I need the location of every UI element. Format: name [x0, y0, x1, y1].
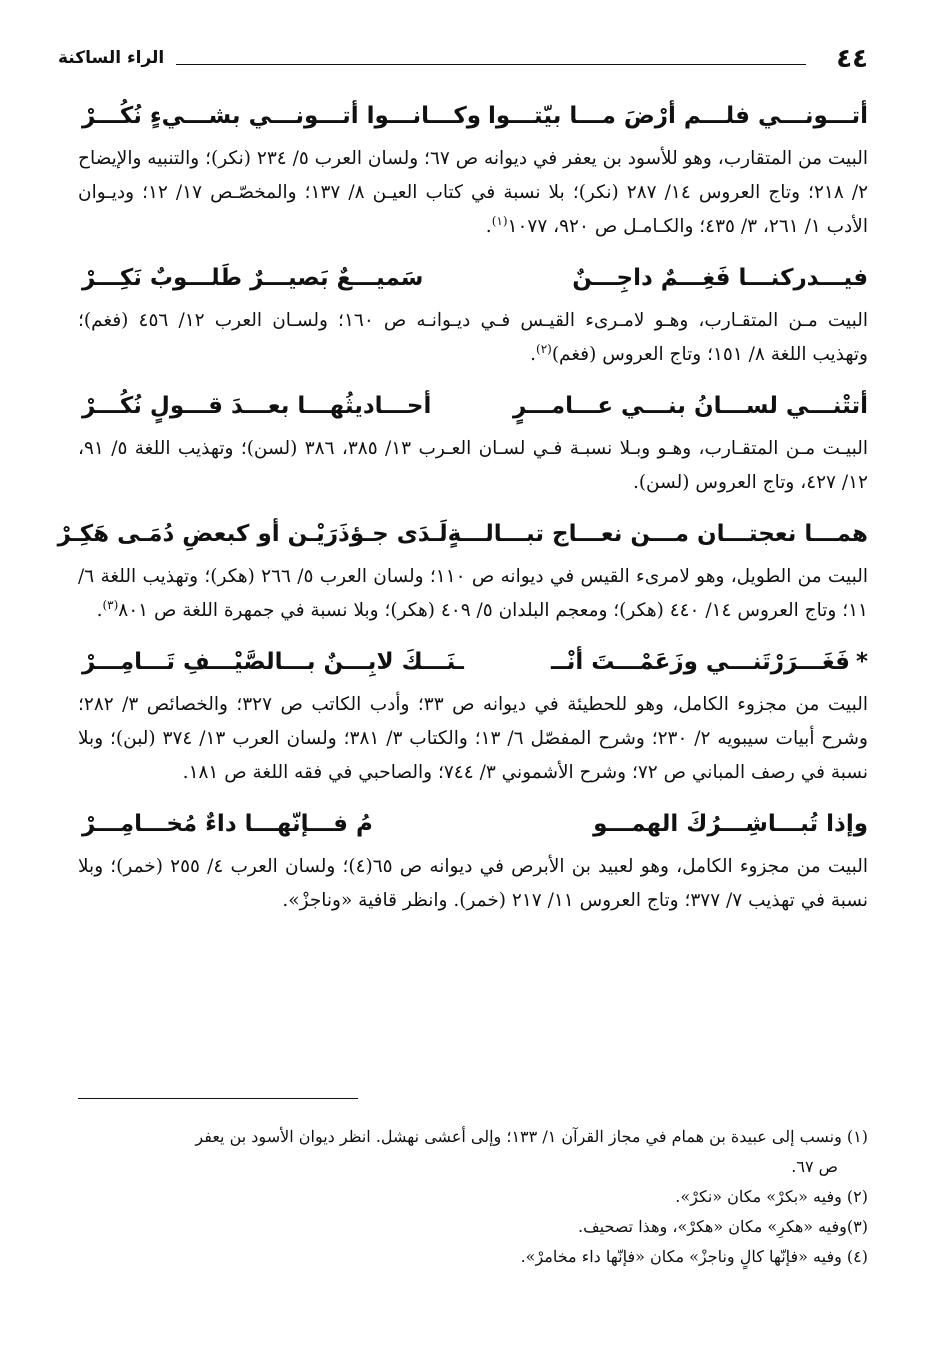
verse-line	[78, 802, 868, 848]
second-hemistich: وكـــانـــوا أتـــونـــي بشـــيءٍ نُكُـــرْ	[82, 103, 482, 129]
citation-body: البيت من مجزوء الكامل، وهو لعبيد بن الأبرص في ديوانه ص ٦٥(٤)؛ ولسان العرب ٤/ ٢٥٥ (خمر)؛ وبلا نسبة في تهذيب ٧/ ٣٧٧؛ وتاج العروس ١١/ ٢١٧ (خمر). وانظر قافية «وناجزْ».	[78, 856, 868, 911]
verse-entry-5	[78, 640, 868, 790]
footnote-3: (٣)وفيه «هكرِ» مكان «هكرْ»، وهذا تصحيف.	[578, 1217, 868, 1236]
verse-line	[78, 256, 868, 302]
citation-body: البيت من المتقارب، وهو للأسود بن يعفر في ديوانه ص ٦٧؛ ولسان العرب ٥/ ٢٣٤ (نكر)؛ والتنبيه والإيضاح ٢/ ٢١٨؛ وتاج العروس ١٤/ ٢٨٧ (نكر)؛ بلا نسبة في كتاب العيـن ٨/ ١٣٧؛ والمخصّـص ١٧/ ١٢؛ وديـوان الأدب ١/ ٢٦١، ٣/ ٤٣٥؛ والكـامـل ص ٩٢٠، ١٠٧٧	[78, 148, 869, 237]
verse-line	[78, 384, 868, 430]
citation-text	[78, 850, 868, 918]
footnote-list	[78, 1122, 868, 1272]
star-marker: *	[855, 649, 868, 675]
main-content	[57, 94, 869, 930]
first-hemistich: همـــا نعجتـــان مـــن نعـــاج تبـــالـــةٍ	[447, 521, 868, 547]
header-rule	[176, 64, 806, 65]
first-hemistich	[551, 640, 868, 686]
verse-entry-2	[78, 256, 868, 372]
citation-text: البيت من المتقارب، وهو للأسود بن يعفر في ديوانه ص ٦٧؛ ولسان العرب ٥/ ٢٣٤ (نكر)؛ والتنبيه والإيضاح ٢/ ٢١٨؛ وتاج العروس ١٤/ ٢٨٧ (نكر)؛ بلا نسبة في كتاب العيـن ٨/ ١٣٧؛ والمخصّـص ١٧/ ١٢؛ وديـوان الأدب ١/ ٢٦١، ٣/ ٤٣٥؛ والكـامـل ص ٩٢٠، ١٠٧٧$^{(١)}$.	[78, 148, 869, 237]
verse-line	[78, 94, 868, 140]
verse-entry-3	[78, 384, 868, 500]
page-header	[58, 44, 868, 78]
running-title: الراء الساكنة	[58, 48, 165, 68]
footnote-2: (٢) وفيه «بكرْ» مكان «نكرْ».	[675, 1187, 868, 1206]
footnote-rule	[78, 1098, 358, 1099]
first-hemistich: فيـــدركنـــا فَغِـــمٌ داجِـــنٌ	[572, 265, 868, 291]
second-hemistich: مُ فـــإنّهـــا داءٌ مُخـــامِـــرْ	[82, 811, 373, 837]
second-hemistich: أحـــاديثُهـــا بعـــدَ قـــولٍ نُكُـــرْ	[82, 393, 432, 419]
verse-entry-4	[57, 512, 868, 628]
verse-entry-6	[78, 802, 868, 918]
footnote-1: (١) ونسب إلى عبيدة بن همام في مجاز القرآن ١/ ١٣٣؛ وإلى أعشى نهشل. انظر ديوان الأسود بن يعفر	[195, 1127, 868, 1146]
second-hemistich: ـنَـــكَ لابِـــنٌ بـــالصَّيْـــفِ تَـــامِـــرْ	[82, 649, 464, 675]
verse-entry-1	[78, 94, 868, 244]
verse-line	[57, 512, 868, 558]
citation-body: البيت من مجزوء الكامل، وهو للحطيئة في ديوانه ص ٣٣؛ وأدب الكاتب ص ٣٢٧؛ والخصائص ٣/ ٢٨٢؛ وشرح أبيات سيبويه ٢/ ٢٣٠؛ وشرح المفصّل ٦/ ١٣؛ والكتاب ٣/ ٣٨١؛ ولسان العرب ١٣/ ٣٧٤ (لبن)؛ وبلا نسبة في رصف المباني ص ٧٢؛ وشرح الأشموني ٣/ ٧٤٤؛ والصاحبي في فقه اللغة ص ١٨١.	[78, 694, 868, 783]
first-hemistich: أتـــونـــي فلـــم أرْضَ مـــا بيّتـــوا	[488, 103, 868, 129]
citation-text	[78, 688, 868, 790]
verse-line	[78, 640, 868, 686]
footnote-ref: (١)	[491, 213, 508, 228]
footnote-ref: (٢)	[536, 341, 552, 356]
second-hemistich: سَميـــعٌ بَصيـــرٌ طَلـــوبٌ نَكِـــرْ	[82, 265, 424, 291]
citation-body: البيت مـن المتقـارب، وهـو لامـرىء القيـس فـي ديـوانـه ص ١٦٠؛ ولسـان العرب ١٢/ ٤٥٦ (فغم)؛ وتهذيب اللغة ٨/ ١٥١؛ وتاج العروس (فغم)	[78, 310, 868, 365]
first-hemistich: أتتْنـــي لســـانُ بنـــي عـــامـــرٍ	[512, 393, 868, 419]
first-hemistich: وإذا تُبـــاشِـــرُكَ الهمـــو	[593, 811, 868, 837]
page-number: ٤٤	[836, 44, 868, 74]
citation-text: البيت مـن المتقـارب، وهـو لامـرىء القيـس فـي ديـوانـه ص ١٦٠؛ ولسـان العرب ١٢/ ٤٥٦ (فغم)؛ وتهذيب اللغة ٨/ ١٥١؛ وتاج العروس (فغم)$^{(٢)}$.	[78, 310, 868, 365]
citation-text: البيت من الطويل، وهو لامرىء القيس في ديوانه ص ١١٠؛ ولسان العرب ٥/ ٢٦٦ (هكر)؛ وتهذيب اللغة ٦/ ١١؛ وتاج العروس ١٤/ ٤٤٠ (هكر)؛ ومعجم البلدان ٥/ ٤٠٩ (هكر)؛ وبلا نسبة في جمهرة اللغة ص ٨٠١$^{(٣)}$.	[78, 566, 868, 621]
second-hemistich: لَـدَى جـؤذَرَيْـن أو كبعضِ دُمَـى هَكِـرْ	[57, 521, 448, 547]
first-hemistich-text: فَغَـــرَرْتَنـــي وزَعَمْـــتَ أنْــ	[551, 649, 850, 675]
footnote-1-continued: ص ٦٧.	[791, 1157, 838, 1176]
citation-body: البيت من الطويل، وهو لامرىء القيس في ديوانه ص ١١٠؛ ولسان العرب ٥/ ٢٦٦ (هكر)؛ وتهذيب اللغة ٦/ ١١؛ وتاج العروس ١٤/ ٤٤٠ (هكر)؛ ومعجم البلدان ٥/ ٤٠٩ (هكر)؛ وبلا نسبة في جمهرة اللغة ص ٨٠١	[78, 566, 868, 621]
citation-text	[78, 432, 868, 500]
citation-body: البيـت مـن المتقـارب، وهـو وبـلا نسبـة فـي لسـان العـرب ١٣/ ٣٨٥، ٣٨٦ (لسن)؛ وتهذيب اللغة ٥/ ٩١، ١٢/ ٤٢٧، وتاج العروس (لسن).	[78, 438, 868, 493]
footnote-4: (٤) وفيه «فإنّها كالٍ وناجزْ» مكان «فإنّها داء مخامرْ».	[520, 1247, 868, 1266]
footnote-ref: (٣)	[102, 597, 119, 612]
